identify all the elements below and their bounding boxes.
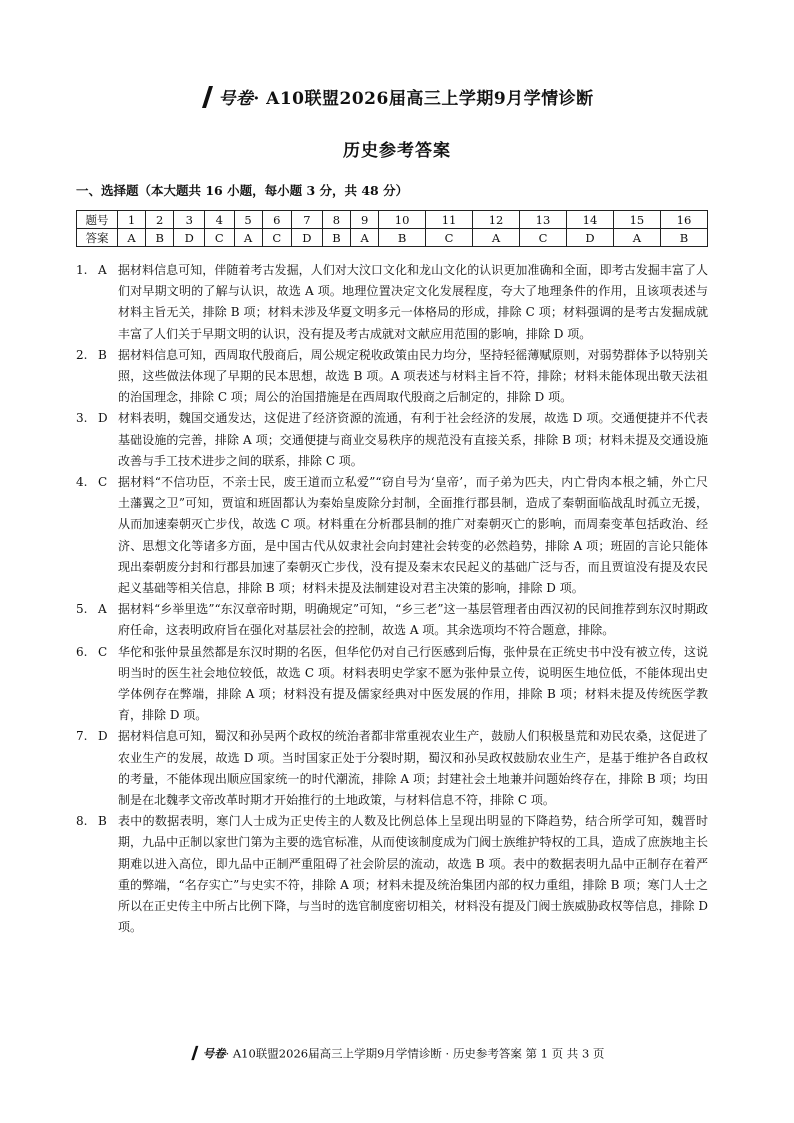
question-number: 7. bbox=[76, 729, 88, 744]
question-number: 2. bbox=[76, 347, 88, 362]
row-label-number: 题号 bbox=[77, 211, 118, 229]
footer-text: · A10联盟2026届高三上学期9月学情诊断 · 历史参考答案 第 1 页 共 3 页 bbox=[225, 1046, 605, 1061]
question-explanations bbox=[76, 260, 708, 939]
question-explanation: 据材料信息可知，伴随着考古发掘，人们对大汶口文化和龙山文化的认识更加准确和全面，即考古发掘丰富了人们对早期文明的了解与认识，故选 A 项。地理位置决定文化发展程度，夸大了地理条件的作用，且该项表述与材料主旨无关，排除 B 项；材料未涉及华夏文明多元一体格局的形成，排除 C 项；材料强调的是考古发掘成就丰富了人们关于早期文明的认识，没有提及考古成就对文献应用范围的影响，排除 D 项。 bbox=[118, 263, 708, 341]
question-explanation: 材料表明，魏国交通发达，这促进了经济资源的流通，有利于社会经济的发展，故选 D 项。交通便捷并不代表基础设施的完善，排除 A 项；交通便捷与商业交易秩序的规范没有直接关系，排除 B 项；材料未提及交通设施改善与手工技术进步之间的联系，排除 C 项。 bbox=[118, 411, 708, 468]
question-number-cell: 3 bbox=[174, 211, 205, 229]
question-number-cell: 8 bbox=[322, 211, 350, 229]
question-answer: B bbox=[98, 347, 107, 362]
question-number-cell: 2 bbox=[145, 211, 173, 229]
answer-cell: A bbox=[351, 229, 379, 247]
answer-cell: B bbox=[379, 229, 426, 247]
brand-logo-text: 号卷 bbox=[218, 89, 254, 109]
question-number-cell: 7 bbox=[292, 211, 323, 229]
question-answer: D bbox=[98, 729, 108, 744]
brand-logo-icon bbox=[200, 85, 214, 114]
question-explanation: 华佗和张仲景虽然都是东汉时期的名医，但华佗仍对自己行医感到后悔，张仲景在正统史书中没有被立传，这说明当时的医生社会地位较低，故选 C 项。材料表明史学家不愿为张仲景立传，说明医生地位低，不能体现出史学体例存在弊端，排除 A 项；材料没有提及儒家经典对中医发展的作用，排除 B 项；材料未提及传统医学教育，排除 D 项。 bbox=[118, 644, 708, 723]
section-heading: 一、选择题（本大题共 16 小题，每小题 3 分，共 48 分） bbox=[76, 183, 409, 198]
answer-cell: C bbox=[205, 229, 234, 247]
question-explanation: 据材料信息可知，蜀汉和孙吴两个政权的统治者都非常重视农业生产，鼓励人们积极垦荒和劝民农桑，这促进了农业生产的发展，故选 D 项。当时国家正处于分裂时期，蜀汉和孙吴政权鼓励农业生产，是基于维护各自政权的考量，不能体现出顺应国家统一的时代潮流，排除 A 项；封建社会土地兼并问题始终存在，排除 B 项；均田制是在北魏孝文帝改革时期才开始推行的土地政策，与材料信息不符，排除 C 项。 bbox=[118, 729, 708, 808]
question-number-cell: 13 bbox=[520, 211, 567, 229]
answer-cell: A bbox=[473, 229, 520, 247]
question-number-cell: 4 bbox=[205, 211, 234, 229]
question-answer: A bbox=[98, 263, 107, 277]
question-number: 8. bbox=[76, 814, 88, 829]
question-number-cell: 15 bbox=[613, 211, 660, 229]
answer-table-number-row bbox=[77, 211, 708, 229]
row-label-answer: 答案 bbox=[77, 229, 118, 247]
question-item bbox=[76, 345, 708, 409]
question-number-cell: 16 bbox=[660, 211, 707, 229]
question-number: 3. bbox=[76, 411, 88, 426]
footer-logo-text: 号卷 bbox=[202, 1046, 226, 1061]
answer-cell: D bbox=[174, 229, 205, 247]
question-number-cell: 12 bbox=[473, 211, 520, 229]
answer-table bbox=[76, 210, 708, 247]
question-number: 5. bbox=[76, 602, 88, 617]
header-title: · A10联盟2026届高三上学期9月学情诊断 bbox=[253, 89, 594, 109]
answer-cell: A bbox=[234, 229, 262, 247]
answer-table-answer-row bbox=[77, 229, 708, 247]
question-number-cell: 1 bbox=[118, 211, 146, 229]
question-number-cell: 14 bbox=[566, 211, 613, 229]
answer-cell: B bbox=[145, 229, 173, 247]
question-answer: B bbox=[98, 814, 107, 829]
answer-cell: A bbox=[118, 229, 146, 247]
question-explanation: 表中的数据表明，寒门人士成为正史传主的人数及比例总体上呈现出明显的下降趋势，结合所学可知，魏晋时期，九品中正制以家世门第为主要的选官标准，从而使该制度成为门阀士族维护特权的工具，造成了庶族地主长期难以进入高位，即九品中正制严重阻碍了社会阶层的流动，故选 B 项。表中的数据表明九品中正制存在着严重的弊端，“名存实亡”与史实不符，排除 A 项；材料未提及统治集团内部的权力重组，排除 B 项；寒门人士之所以在正史传主中所占比例下降，与当时的选官制度密切相关，材料没有提及门阀士族威胁政权等信息，排除 D 项。 bbox=[118, 814, 708, 935]
answer-cell: D bbox=[566, 229, 613, 247]
question-explanation: 据材料“不信功臣，不亲士民，废王道而立私爱”“窃自号为‘皇帝’，而子弟为匹夫，内亡骨肉本根之辅，外亡尺土藩翼之卫”可知，贾谊和班固都认为秦始皇废除分封制，全面推行郡县制，造成了秦朝面临战乱时孤立无援，从而加速秦朝灭亡步伐，故选 C 项。材料重在分析郡县制的推广对秦朝灭亡的影响，而周秦变革包括政治、经济、思想文化等诸多方面，是中国古代从奴隶社会向封建社会转变的必然趋势，排除 A 项；班固的言论只能体现出秦朝废分封和行郡县加速了秦朝灭亡步伐，没有提及秦末农民起义的基础广泛与否，而且贾谊没有提及农民起义基础等相关信息，排除 B 项；材料未提及法制建设对君主决策的影响，排除 D 项。 bbox=[118, 475, 708, 596]
answer-cell: A bbox=[613, 229, 660, 247]
question-item bbox=[76, 599, 708, 641]
answer-cell: B bbox=[322, 229, 350, 247]
question-item bbox=[76, 260, 708, 345]
question-item bbox=[76, 726, 708, 811]
page-footer bbox=[0, 1045, 794, 1064]
question-number-cell: 5 bbox=[234, 211, 262, 229]
question-item bbox=[76, 811, 708, 938]
question-explanation: 据材料“乡举里选”“东汉章帝时期，明确规定”可知，“乡三老”这一基层管理者由西汉初的民间推荐到东汉时期政府任命，这表明政府旨在强化对基层社会的控制，故选 A 项。其余选项均不符合题意，排除。 bbox=[118, 602, 708, 638]
header bbox=[0, 84, 794, 114]
answer-cell: D bbox=[292, 229, 323, 247]
question-number-cell: 6 bbox=[262, 211, 291, 229]
question-item bbox=[76, 472, 708, 599]
question-number-cell: 9 bbox=[351, 211, 379, 229]
answer-cell: B bbox=[660, 229, 707, 247]
question-item bbox=[76, 642, 708, 727]
question-answer: D bbox=[98, 411, 108, 426]
answer-cell: C bbox=[426, 229, 473, 247]
question-answer: C bbox=[98, 644, 108, 659]
doc-title: 历史参考答案 bbox=[343, 141, 451, 161]
question-explanation: 据材料信息可知，西周取代殷商后，周公规定税收政策由民力均分，坚持轻徭薄赋原则，对弱势群体予以特别关照，这些做法体现了早期的民本思想，故选 B 项。A 项表述与材料主旨不符，排除；材料未能体现出敬天法祖的治国理念，排除 C 项；周公的治国措施是在西周取代殷商之后制定的，排除 D 项。 bbox=[118, 347, 708, 405]
answer-cell: C bbox=[520, 229, 567, 247]
question-item bbox=[76, 408, 708, 472]
question-answer: C bbox=[98, 475, 108, 490]
question-number-cell: 11 bbox=[426, 211, 473, 229]
question-number: 6. bbox=[76, 644, 88, 659]
question-answer: A bbox=[98, 602, 107, 617]
question-number: 1. bbox=[76, 263, 88, 277]
question-number-cell: 10 bbox=[379, 211, 426, 229]
question-number: 4. bbox=[76, 475, 88, 490]
answer-cell: C bbox=[262, 229, 291, 247]
footer-logo-icon bbox=[190, 1045, 199, 1064]
